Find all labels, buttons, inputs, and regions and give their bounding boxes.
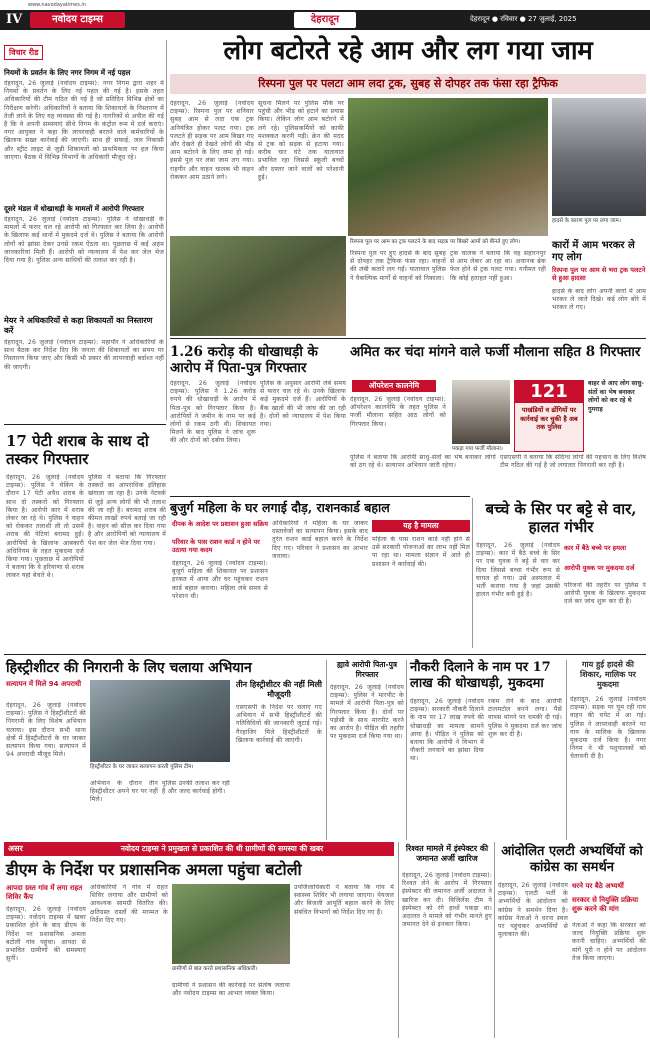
maulana-stat-number: 121	[515, 381, 583, 403]
maulana-side-note: बाहर से आए लोग साधु-संतों का भेष बनाकर लोगों को कर रहे थे गुमराह	[588, 380, 644, 413]
left-story-2-body: देहरादून, 26 जुलाई (नवोदय टाइम्स): पुलिस ने धोखाधड़ी के मामलों में फरार चल रहे आरोपी को गिरफ्तार कर लिया है। आरोपी के खिलाफ कई थानों में मुकदमे दर्ज थे। पुलिस ने बताया कि आरोपी लोगों को झांसा देकर उनसे रकम ऐंठता था। पूछताछ में कई अहम जानकारियां मिली हैं। आरोपी को न्यायालय में पेश कर जेल भेज दिया गया है। पुलिस अन्य साथियों की तलाश कर रही है।	[4, 216, 164, 265]
lead-photo-caption-visible: रिस्पना पुल पर आम का ट्रक पलटने के बाद सड़क पर बिखरे आमों को बीनते हुए लोग।	[350, 239, 521, 245]
lead-photo-people	[170, 236, 346, 336]
impact-body-1: देहरादून, 26 जुलाई (नवोदय टाइम्स): नवोदय टाइम्स में खबर प्रकाशित होने के बाद डीएम के निर्देश पर प्रशासनिक अमला बटोली गांव पहुंचा। आपदा से प्रभावित ग्रामीणों की समस्याएं सुनीं।	[6, 906, 86, 963]
divider	[170, 338, 646, 339]
left-story-2-head: दूसरे मंडल में धोखाधड़ी के मामलों में आरोपी गिरफ्तार	[4, 204, 144, 213]
impact-body-3: ग्रामीणों ने प्रशासन की कार्रवाई पर संतोष जताया और नवोदय टाइम्स का आभार व्यक्त किया।	[172, 982, 290, 998]
site-url: www.navodayatimes.in	[28, 2, 86, 8]
liquor-headline: 17 पेटी शराब के साथ दो तस्कर गिरफ्तार	[6, 432, 149, 468]
elderly-banner: यह है मामला	[372, 520, 470, 532]
impact-kicker: आपदा ग्रस्त गांव में लगा राहत शिविर कैंप	[6, 884, 83, 901]
city-label: देहरादून	[294, 12, 356, 28]
elderly-bullet-1: दीपक के आदेश पर प्रशासन हुआ सक्रिय	[172, 520, 268, 528]
child-body-2: परिजनों की तहरीर पर पुलिस ने आरोपी युवक के खिलाफ मुकदमा दर्ज कर जांच शुरू कर दी है।	[564, 582, 646, 606]
lead-headline: लोग बटोरते रहे आम और लग गया जाम	[223, 36, 593, 66]
divider	[566, 660, 567, 840]
maulana-banner: ऑपरेशन कालनेमि	[352, 380, 436, 392]
history-body-2: अभियान के दौरान तीन हिस्ट्रीशीटर अपने घर पर नहीं मिले।	[90, 780, 158, 804]
impact-body-4: उपजिलाधिकारी ने बताया कि गांव में स्वास्थ्य शिविर भी लगाया जाएगा। पेयजल और बिजली आपूर्ति बहाल करने के लिए संबंधित विभागों को निर्देश दिए गए हैं।	[294, 884, 394, 916]
father-son-headline: ह्यावे आरोपी पिता-पुत्र गिरफ्तार	[336, 660, 398, 679]
divider	[398, 842, 399, 1038]
inspector-headline: रिश्वत मामले में इंस्पेक्टर की जमानत अर्जी खारिज	[405, 844, 489, 863]
divider	[4, 424, 166, 425]
lead-body-col4: ट्रक चालक ने बताया कि वह सहारनपुर से आम लेकर आ रहा था। अचानक ब्रेक फेल होने से ट्रक पलट गया। गनीमत रही कि कोई हताहत नहीं हुआ।	[450, 250, 546, 282]
congress-kicker: धरने पर बैठे अभ्यर्थी	[572, 882, 624, 890]
job-body-2: रकम लेने के बाद आरोपी टालमटोल करने लगा। पैसे वापस मांगने पर धमकी दी गई। पुलिस ने मुकदमा दर्ज कर जांच शुरू कर दी है।	[488, 698, 562, 738]
elderly-headline: बुजुर्ग महिला के घर लगाई दौड़, राशनकार्ड बहाल	[170, 500, 390, 515]
elderly-body-3: महिला के पास राशन कार्ड नहीं होने से उसे सरकारी योजनाओं का लाभ नहीं मिल पा रहा था। मामला संज्ञान में आते ही प्रशासन ने कार्रवाई की।	[372, 536, 470, 568]
child-bullet-1-visible: कार में बैठे बच्चे पर हमला	[564, 544, 627, 552]
maulana-stat-text: पाखंडियों व ढोंगियों पर कार्रवाई कर चुकी है अब तक पुलिस	[520, 406, 578, 431]
divider	[166, 40, 167, 420]
cow-headline: गाय हुई हादसे की शिकार, मालिक पर मुकदमा	[580, 660, 636, 689]
divider	[4, 654, 646, 655]
maulana-body-1: देहरादून, 26 जुलाई (नवोदय टाइम्स): ऑपरेशन कालनेमि के तहत पुलिस ने फर्जी मौलाना सहित आठ लोगों को गिरफ्तार किया।	[350, 396, 446, 428]
maulana-body-3: एसएसपी ने बताया कि संदिग्ध लोगों की पहचान के लिए विशेष टीम गठित की गई है जो लगातार निगरानी कर रही है।	[500, 454, 646, 470]
impact-body-2: अधिकारियों ने गांव में राहत शिविर लगाया और ग्रामीणों को आवश्यक सामग्री वितरित की। क्षतिग्रस्त रास्तों की मरम्मत के निर्देश दिए गए।	[90, 884, 168, 924]
child-body-1: देहरादून, 26 जुलाई (नवोदय टाइम्स): कार में बैठे बच्चे के सिर पर एक युवक ने बट्टे से वार कर दिया जिससे बच्चा गंभीर रूप से घायल हो गया। उसे अस्पताल में भर्ती कराया गया है जहां उसकी हालत गंभीर बनी हुई है।	[476, 542, 560, 599]
issue-date: देहरादून ● रविवार ● 27 जुलाई, 2025	[470, 15, 577, 23]
fraud-body-1: देहरादून, 26 जुलाई (नवोदय टाइम्स): पुलिस ने 1.26 करोड़ रुपये की धोखाधड़ी के आरोप में पिता-पुत्र को गिरफ्तार किया है। आरोपियों ने जमीन के नाम पर कई लोगों से रकम ठगी थी। शिकायत मिलने के बाद पुलिस ने जांच शुरू की और दोनों को दबोच लिया।	[170, 380, 256, 445]
history-sub: तीन हिस्ट्रीशीटर की नहीं मिली मौजूदगी	[236, 680, 322, 699]
divider	[170, 496, 470, 497]
father-son-body: देहरादून, 26 जुलाई (नवोदय टाइम्स): पुलिस ने मारपीट के मामले में आरोपी पिता-पुत्र को गिरफ्तार किया है। दोनों पर पड़ोसी के साथ मारपीट करने का आरोप है। पीड़ित की तहरीर पर मुकदमा दर्ज किया गया था।	[330, 684, 404, 741]
elderly-body-1: देहरादून, 26 जुलाई (नवोदय टाइम्स): बुजुर्ग महिला की शिकायत पर प्रशासन हरकत में आया और घर पहुंचकर राशन कार्ड बहाल कराया। महिला लंबे समय से परेशान थी।	[172, 560, 268, 600]
divider	[494, 842, 495, 1038]
elderly-bullet-2: परिवार के पास राशन कार्ड न होने पर उठाया गया कदम	[172, 538, 260, 554]
maulana-headline: अमित कर चंदा मांगने वाले फर्जी मौलाना सहित 8 गिरफ्तार	[350, 344, 641, 360]
lead-side-sub: रिस्पना पुल पर आम से भरा ट्रक पलटने से हुआ हादसा	[552, 266, 646, 282]
history-photo	[90, 680, 230, 762]
impact-strap: नवोदय टाइम्स ने प्रमुखता से प्रकाशित की थी ग्रामीणों की समस्या की खबर	[120, 844, 324, 853]
paper-logo: नवोदय टाइम्स	[30, 12, 125, 28]
lead-photo-jam	[552, 98, 646, 216]
left-story-3-body: देहरादून, 26 जुलाई (नवोदय टाइम्स): महापौर ने अधिकारियों के साथ बैठक कर निर्देश दिए कि जनता की शिकायतों का समय पर निस्तारण किया जाए और किसी भी प्रकार की लापरवाही बर्दाश्त नहीं की जाएगी।	[4, 339, 164, 371]
liquor-body-2: पुलिस ने बताया कि गिरफ्तार तस्करों का आपराधिक इतिहास खंगाला जा रहा है। उनके नेटवर्क से जुड़े अन्य लोगों की भी तलाश की जा रही है। बरामद शराब की कीमत लाखों रुपये बताई जा रही है। वाहन को सीज कर दिया गया है और आरोपियों को न्यायालय में पेश कर जेल भेज दिया गया।	[88, 474, 166, 547]
job-body-1: देहरादून, 26 जुलाई (नवोदय टाइम्स): सरकारी नौकरी दिलाने के नाम पर 17 लाख रुपये की धोखाधड़ी का मामला सामने आया है। पीड़ित ने पुलिस को बताया कि आरोपी ने विभाग में नौकरी लगवाने का झांसा दिया था।	[410, 698, 484, 763]
congress-headline: आंदोलित एलटी अभ्यर्थियों को कांग्रेस का समर्थन	[501, 844, 643, 875]
lead-photo-jam-caption: हादसे के कारण पुल पर लगा जाम।	[552, 218, 621, 224]
divider	[326, 660, 327, 840]
lead-side-head: कारों में आम भरकर ले गए लोग	[552, 240, 635, 263]
elderly-body-2: अधिकारियों ने महिला के घर जाकर दस्तावेजों का सत्यापन किया। इसके बाद तुरंत राशन कार्ड बहाल करने के निर्देश दिए गए। परिवार ने प्रशासन का आभार जताया।	[272, 520, 368, 560]
history-headline: हिस्ट्रीशीटर की निगरानी के लिए चलाया अभियान	[6, 660, 252, 676]
lead-side-body: हादसे के बाद लोग अपनी कारों में आम भरकर ले जाते दिखे। कई लोग बोरे में भरकर ले गए।	[552, 288, 646, 312]
congress-body-1: देहरादून, 26 जुलाई (नवोदय टाइम्स): एलटी भर्ती के अभ्यर्थियों के आंदोलन को कांग्रेस ने समर्थन दिया है। कांग्रेस नेताओं ने धरना स्थल पर पहुंचकर अभ्यर्थियों से मुलाकात की।	[498, 882, 568, 939]
child-bullet-2: आरोपी युवक पर मुकदमा दर्ज	[564, 564, 635, 572]
cow-body: देहरादून, 26 जुलाई (नवोदय टाइम्स): सड़क पर घूम रही गाय वाहन की चपेट में आ गई। पुलिस ने लापरवाही बरतने पर गाय के मालिक के खिलाफ मुकदमा दर्ज किया है। नगर निगम ने भी पशुपालकों को चेतावनी दी है।	[570, 696, 646, 761]
lead-body-col1: देहरादून, 26 जुलाई (नवोदय टाइम्स): रिस्पना पुल पर शनिवार सुबह आम से लदा एक ट्रक अनियंत्रित होकर पलट गया। ट्रक पलटते ही सड़क पर आम बिखर गए और देखते ही देखते लोगों की भीड़ आम बटोरने के लिए जमा हो गई। इससे पुल पर लंबा जाम लग गया। राहगीर और वाहन चालक भी वाहन रोककर आम उठाने लगे।	[170, 100, 254, 181]
left-column	[4, 40, 164, 420]
congress-body-2: नेताओं ने कहा कि सरकार को जल्द नियुक्ति प्रक्रिया शुरू करनी चाहिए। अभ्यर्थियों की मांगें पूरी न होने पर आंदोलन तेज किया जाएगा।	[572, 922, 646, 962]
impact-photo-caption: ग्रामीणों से बात करते प्रशासनिक अधिकारी।	[172, 966, 258, 972]
maulana-photo	[452, 380, 510, 444]
history-kicker: सत्यापन में मिले 94 अपराधी	[6, 680, 82, 688]
divider	[472, 498, 473, 648]
maulana-photo-caption: पकड़ा गया फर्जी मौलाना।	[452, 446, 503, 452]
liquor-body-1: देहरादून, 26 जुलाई (नवोदय टाइम्स): पुलिस ने चेकिंग के दौरान 17 पेटी अवैध शराब के साथ दो तस्करों को गिरफ्तार किया है। आरोपी कार में शराब लेकर जा रहे थे। पुलिस ने वाहन को रोककर तलाशी ली तो उसमें शराब की पेटियां बरामद हुईं। आरोपियों के खिलाफ आबकारी अधिनियम के तहत मुकदमा दर्ज किया गया। पूछताछ में आरोपियों ने बताया कि वे हरियाणा से शराब लाकर यहां बेचते थे।	[6, 474, 84, 580]
divider	[406, 660, 407, 840]
lead-body-col2: सूचना मिलने पर पुलिस मौके पर पहुंची और भीड़ को हटाने का प्रयास किया। लेकिन लोग आम बटोरने में लगे रहे। पुलिसकर्मियों को काफी मशक्कत करनी पड़ी। क्रेन की मदद से ट्रक को सड़क से हटाया गया। करीब चार घंटे तक यातायात प्रभावित रहा जिससे स्कूली बच्चों और दफ्तर जाने वालों को परेशानी हुई।	[258, 100, 344, 181]
maulana-body-2: पुलिस ने बताया कि आरोपी साधु-संतों का भेष बनाकर लोगों को ठग रहे थे। सत्यापन अभियान जारी रहेगा।	[350, 454, 496, 470]
impact-headline: डीएम के निर्देश पर प्रशासनिक अमला पहुंचा बटोली	[6, 860, 302, 879]
column-kicker: विचार रीड	[4, 45, 43, 60]
history-body-3: पुलिस उनकी तलाश कर रही है और जल्द कार्रवाई होगी।	[162, 780, 230, 796]
fraud-headline: 1.26 करोड़ की धोखाधड़ी के आरोप में पिता-पुत्र गिरफ्तार	[170, 344, 318, 376]
history-body-1: देहरादून, 26 जुलाई (नवोदय टाइम्स): पुलिस ने हिस्ट्रीशीटरों की निगरानी के लिए विशेष अभियान चलाया। इस दौरान सभी थाना क्षेत्रों में हिस्ट्रीशीटरों के घर जाकर सत्यापन किया गया। सत्यापन में 94 अपराधी मौजूद मिले।	[6, 702, 86, 759]
left-story-1-body: देहरादून, 26 जुलाई (नवोदय टाइम्स): नगर निगम द्वारा शहर में नियमों के प्रवर्तन के लिए नई पहल की गई है। इसके तहत अधिकारियों की टीम गठित की गई है जो प्रतिदिन विभिन्न क्षेत्रों का निरीक्षण करेगी। अधिकारियों ने बताया कि शिकायतों के निस्तारण में तेजी लाने के लिए यह व्यवस्था की गई है। नागरिकों से अपील की गई है कि वे अपनी समस्याएं सीधे निगम के कंट्रोल रूम में दर्ज कराएं। नगर आयुक्त ने कहा कि लापरवाही बरतने वाले कर्मचारियों के खिलाफ सख्त कार्रवाई की जाएगी। साथ ही सफाई, जल निकासी और स्ट्रीट लाइट से जुड़ी शिकायतों को प्राथमिकता पर हल किया जाएगा। बैठक में विभिन्न विभागों के अधिकारी मौजूद रहे।	[4, 80, 164, 161]
page-number: IV	[6, 12, 23, 27]
lead-photo-main	[348, 98, 548, 236]
maulana-stat-box	[514, 380, 584, 452]
fraud-body-2: पुलिस के अनुसार आरोपी लंबे समय से फरार चल रहे थे। उनके खिलाफ कई मुकदमे दर्ज हैं। आरोपियों के बैंक खातों की भी जांच की जा रही है। दोनों को न्यायालय में पेश किया गया।	[260, 380, 346, 429]
history-body-4: एसएसपी के निर्देश पर चलाए गए अभियान में सभी हिस्ट्रीशीटरों की गतिविधियों की जानकारी जुटाई गई। गैरहाजिर मिले हिस्ट्रीशीटरों के खिलाफ कार्रवाई की जाएगी।	[236, 704, 322, 744]
lead-body-col3: रिस्पना पुल पर हुए हादसे के बाद सुबह से दोपहर तक ट्रैफिक फंसा रहा। वाहनों की लंबी कतारें लग गईं। यातायात पुलिस ने वैकल्पिक मार्गों से वाहनों को निकाला।	[350, 250, 446, 282]
impact-photo	[172, 884, 290, 964]
job-headline: नौकरी दिलाने के नाम पर 17 लाख की धोखाधड़ी, मुकदमा	[410, 660, 551, 691]
left-story-1-head: नियमों के प्रवर्तन के लिए नगर निगम में नई पहल	[4, 68, 131, 77]
inspector-body: देहरादून, 26 जुलाई (नवोदय टाइम्स): रिश्वत लेने के आरोप में गिरफ्तार इंस्पेक्टर की जमानत अर्जी अदालत ने खारिज कर दी। विजिलेंस टीम ने इंस्पेक्टर को रंगे हाथों पकड़ा था। अदालत ने मामले को गंभीर मानते हुए जमानत देने से इनकार किया।	[402, 872, 492, 929]
congress-sub: सरकार से नियुक्ति प्रक्रिया शुरू करने की मांग	[572, 896, 639, 913]
history-photo-caption: हिस्ट्रीशीटर के घर जाकर सत्यापन करती पुलिस टीम।	[90, 764, 194, 770]
lead-subtitle: रिस्पना पुल पर पलटा आम लदा ट्रक, सुबह से दोपहर तक फंसा रहा ट्रैफिक	[170, 74, 646, 94]
left-story-3-head: मेयर ने अधिकारियों से कहा शिकायतों का निस्तारण करें	[4, 316, 153, 335]
child-headline: बच्चे के सिर पर बट्टे से वार, हालत गंभीर	[485, 500, 637, 536]
impact-label: असर	[8, 844, 23, 853]
